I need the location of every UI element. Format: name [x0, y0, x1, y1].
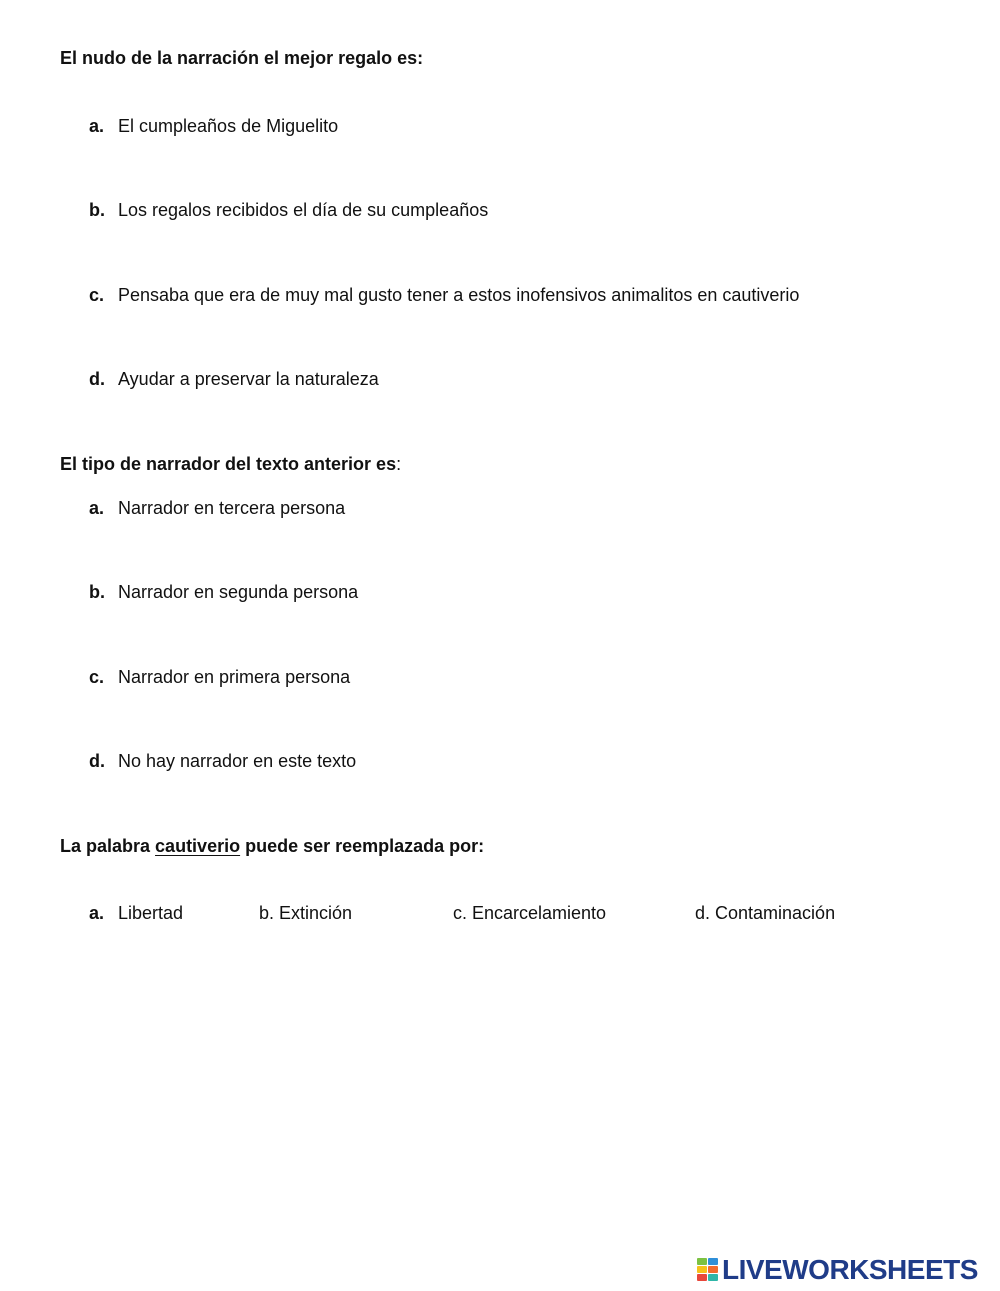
logo-tile: [697, 1266, 707, 1273]
question-3-option-a[interactable]: [89, 902, 183, 924]
question-1-title: El nudo de la narración el mejor regalo es:: [60, 48, 424, 68]
question-1-option-a[interactable]: [89, 115, 338, 137]
liveworksheets-logo-text: LIVEWORKSHEETS: [722, 1254, 978, 1285]
question-3-keyword: cautiverio: [155, 836, 241, 856]
option-letter: a.: [89, 903, 105, 923]
option-letter: d.: [89, 369, 105, 389]
option-letter: b.: [89, 582, 105, 602]
option-letter: c.: [89, 667, 105, 687]
question-2-title-text: El tipo de narrador del texto anterior es: [60, 454, 397, 474]
question-3-option-b[interactable]: [259, 902, 352, 924]
question-3-option-c[interactable]: [453, 902, 606, 924]
logo-tile: [697, 1274, 707, 1281]
option-text: b. Extinción: [259, 903, 353, 923]
logo-tile: [708, 1274, 718, 1281]
question-1-option-c[interactable]: [89, 284, 799, 306]
question-3-option-d[interactable]: [695, 902, 835, 924]
liveworksheets-logo: [697, 1256, 978, 1284]
question-2-option-a[interactable]: [89, 497, 345, 519]
question-3-title: [60, 835, 484, 857]
option-text: Pensaba que era de muy mal gusto tener a estos inofensivos animalitos en cautiverio: [118, 285, 800, 305]
option-text: Ayudar a preservar la naturaleza: [118, 369, 379, 389]
logo-tile: [697, 1258, 707, 1265]
logo-tile: [708, 1258, 718, 1265]
option-letter: c.: [89, 285, 105, 305]
option-letter: a.: [89, 498, 105, 518]
question-3-title-pre: La palabra: [60, 836, 156, 856]
option-text: c. Encarcelamiento: [453, 903, 607, 923]
option-letter: b.: [89, 200, 105, 220]
question-2-title: [60, 453, 401, 475]
option-text: No hay narrador en este texto: [118, 751, 357, 771]
question-2-title-colon: :: [396, 454, 402, 474]
option-letter: a.: [89, 116, 105, 136]
question-2-option-c[interactable]: [89, 666, 350, 688]
logo-tile: [708, 1266, 718, 1273]
option-text: Narrador en primera persona: [118, 667, 351, 687]
option-letter: d.: [89, 751, 105, 771]
option-text: Los regalos recibidos el día de su cumpleaños: [118, 200, 489, 220]
question-3-title-post: puede ser reemplazada por:: [240, 836, 485, 856]
option-text: d. Contaminación: [695, 903, 836, 923]
option-text: Narrador en tercera persona: [118, 498, 346, 518]
question-2-option-d[interactable]: [89, 750, 356, 772]
question-2-option-b[interactable]: [89, 581, 358, 603]
liveworksheets-logo-icon: [697, 1258, 719, 1282]
option-text: Narrador en segunda persona: [118, 582, 359, 602]
option-text: Libertad: [118, 903, 184, 923]
question-1-option-b[interactable]: [89, 199, 488, 221]
option-text: El cumpleaños de Miguelito: [118, 116, 339, 136]
question-1-option-d[interactable]: [89, 368, 379, 390]
